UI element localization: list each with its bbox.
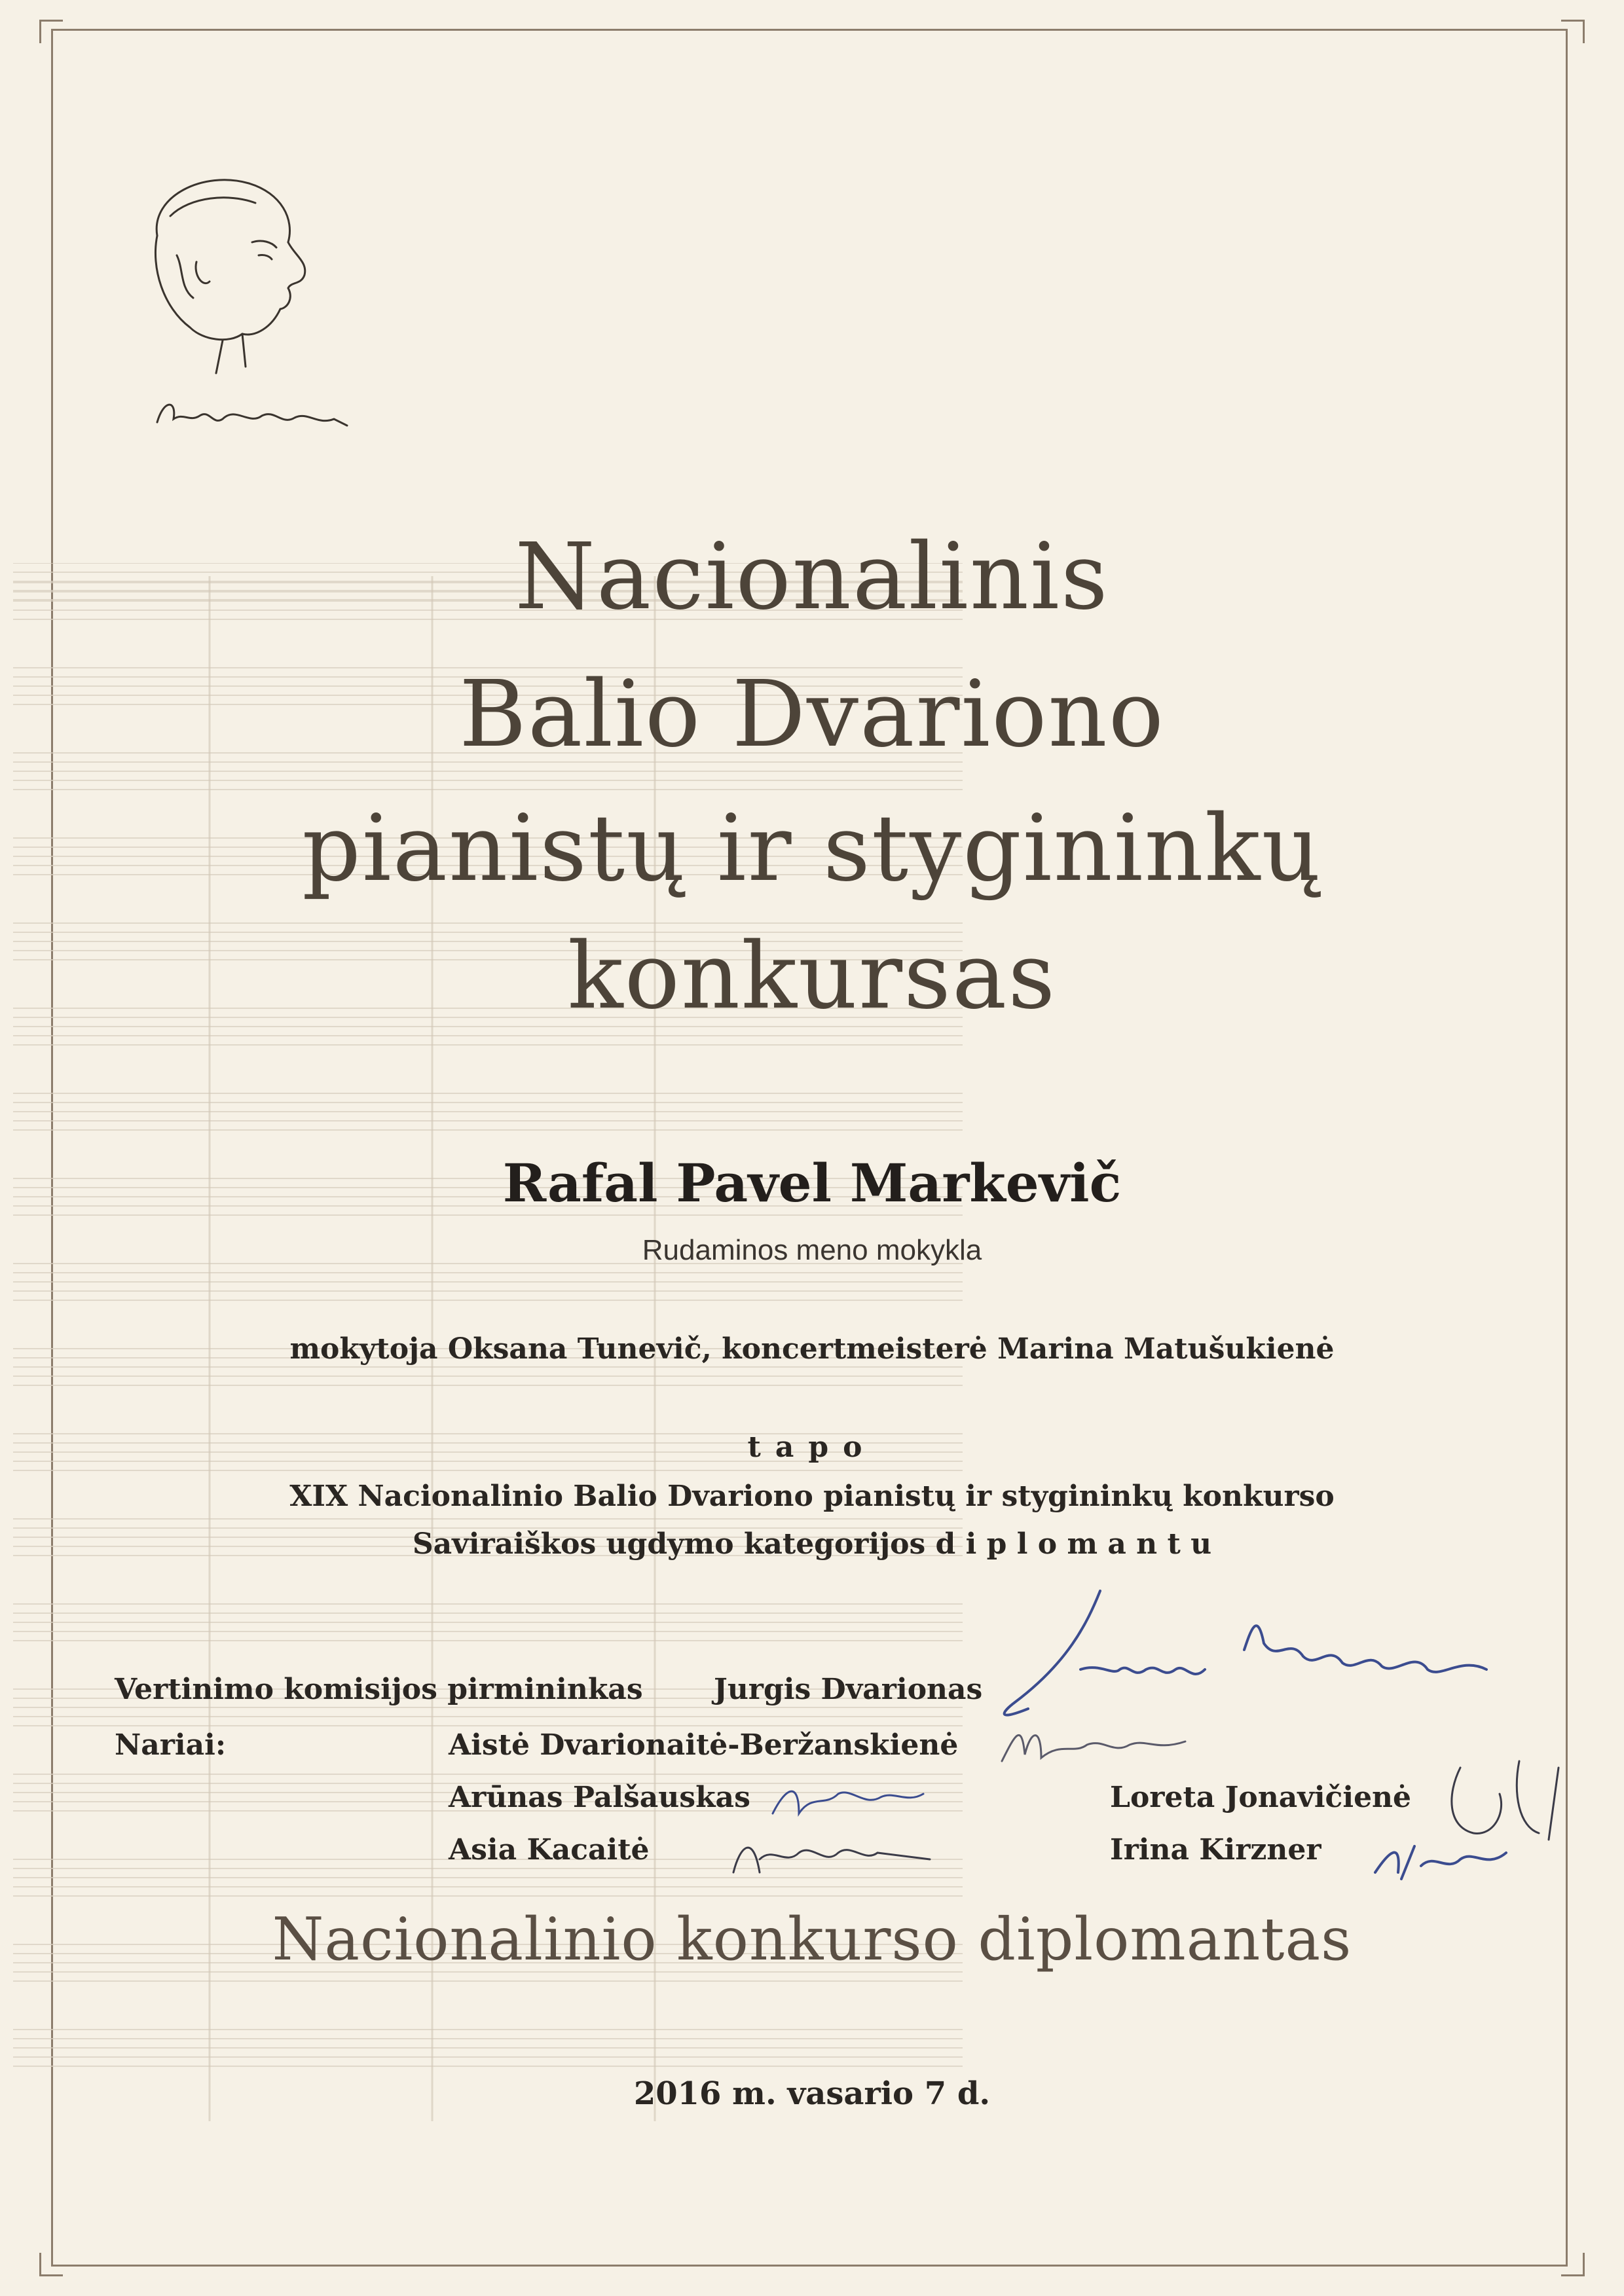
- frame-corner-bottom-right: [1561, 2253, 1585, 2276]
- jury-member-4: Loreta Jonavičienė: [1110, 1781, 1412, 1814]
- jury-members-label: Nariai:: [115, 1728, 227, 1762]
- recipient-school: Rudaminos meno mokykla: [642, 1234, 982, 1266]
- title-line-1: Nacionalinis: [515, 524, 1109, 630]
- jury-chair-name: Jurgis Dvarionas: [714, 1673, 983, 1706]
- title-line-4: konkursas: [567, 923, 1057, 1030]
- jury-member-3: Asia Kacaitė: [449, 1833, 650, 1867]
- frame-corner-top-right: [1561, 20, 1585, 43]
- portrait-signature: [151, 393, 360, 439]
- title-line-2: Balio Dvariono: [459, 661, 1165, 768]
- signature-aiste: [989, 1709, 1251, 1781]
- frame-corner-top-left: [39, 20, 63, 43]
- jury-member-2: Arūnas Palšauskas: [449, 1781, 750, 1814]
- footer-title: Nacionalinio konkurso diplomantas: [272, 1905, 1352, 1974]
- jury-member-5: Irina Kirzner: [1110, 1833, 1321, 1867]
- jury-chair-label: Vertinimo komisijos pirmininkas: [115, 1673, 643, 1706]
- award-line-2: Saviraiškos ugdymo kategorijos d i p l o m a n t u: [412, 1527, 1212, 1561]
- recipient-name: Rafal Pavel Markevič: [502, 1152, 1122, 1214]
- award-line-1: XIX Nacionalinio Balio Dvariono pianistų ir stygininkų konkurso: [289, 1480, 1335, 1513]
- composer-portrait-sketch: [131, 157, 327, 386]
- signature-asia: [720, 1820, 943, 1892]
- signature-irina: [1362, 1827, 1519, 1892]
- title-line-3: pianistų ir stygininkų: [302, 795, 1322, 902]
- frame-corner-bottom-left: [39, 2253, 63, 2276]
- teachers-line: mokytoja Oksana Tunevič, koncertmeisterė Marina Matušukienė: [289, 1332, 1335, 1366]
- became-word: tapo: [747, 1430, 877, 1464]
- issue-date: 2016 m. vasario 7 d.: [633, 2075, 991, 2112]
- jury-member-1: Aistė Dvarionaitė-Beržanskienė: [449, 1728, 959, 1762]
